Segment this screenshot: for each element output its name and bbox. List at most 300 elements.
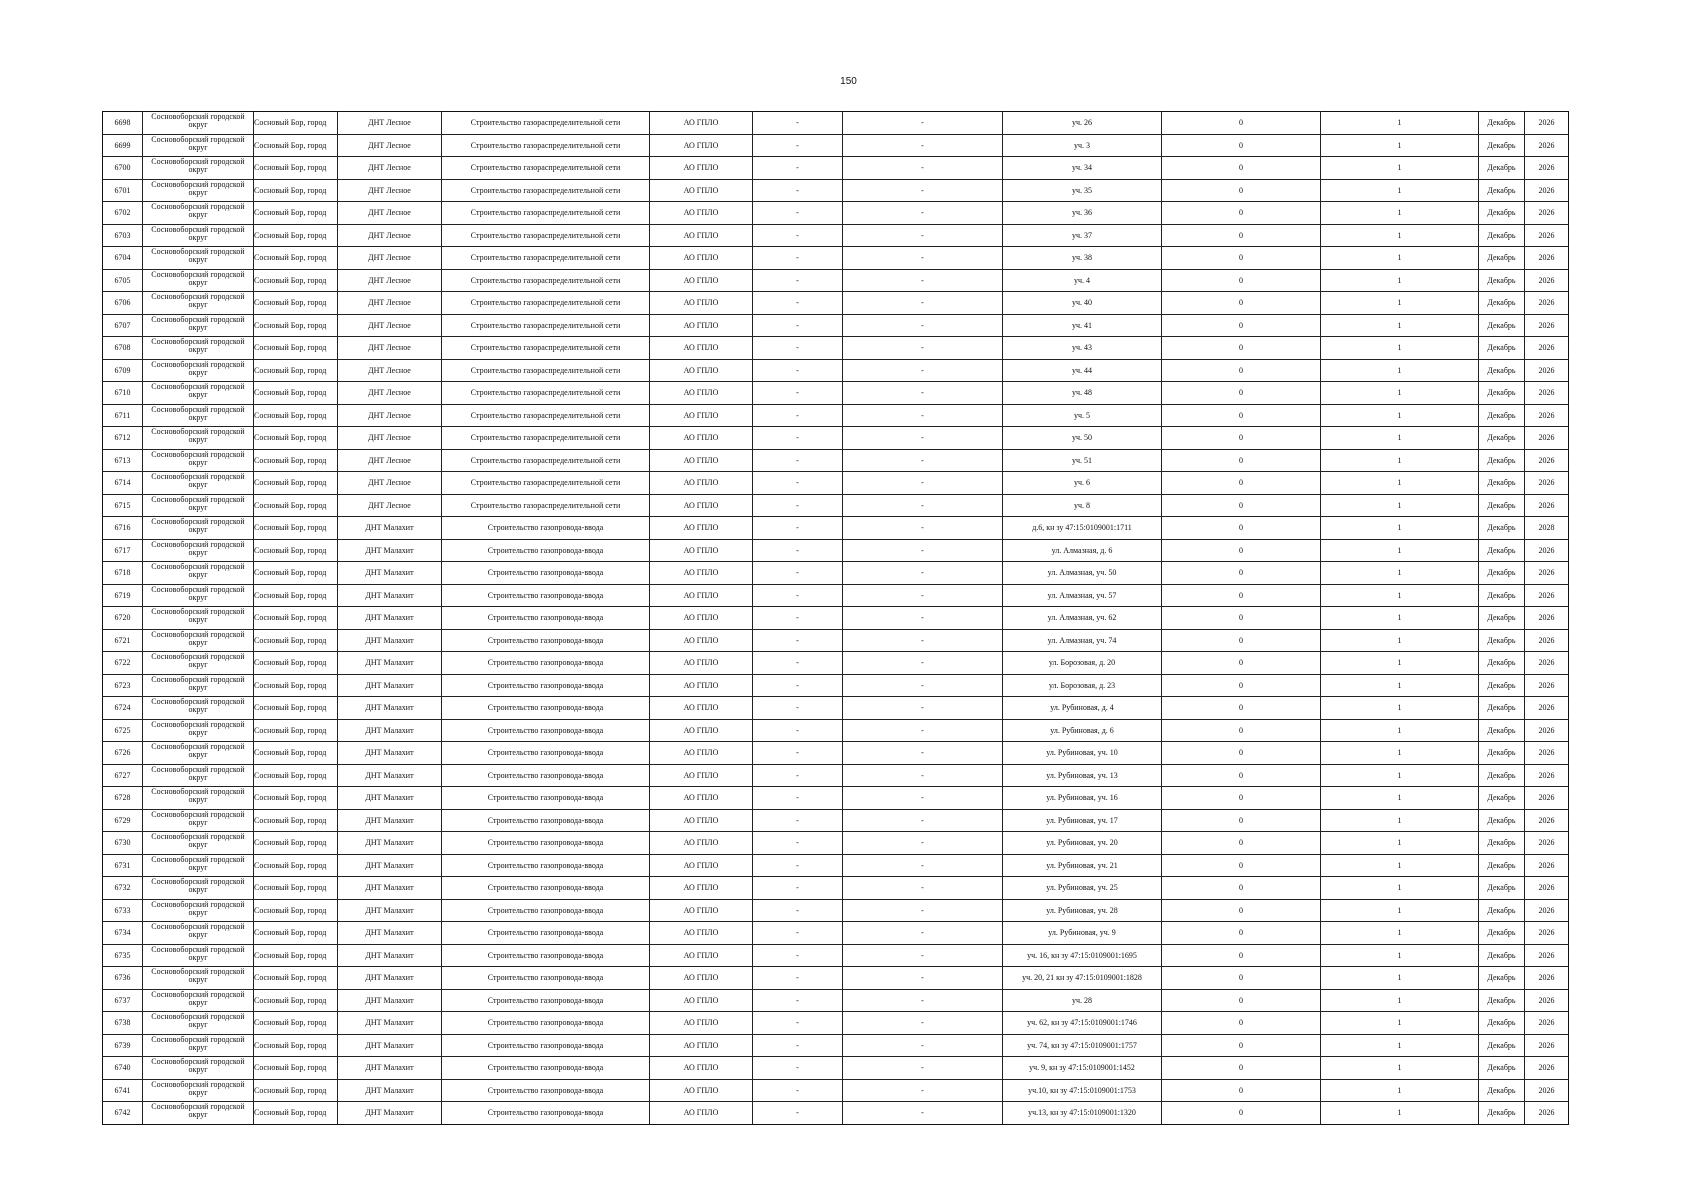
cell-empty-a: - (753, 517, 843, 540)
cell-operator: АО ГПЛО (650, 337, 753, 360)
cell-district: Сосновоборский городской округ (143, 719, 254, 742)
table-row (103, 562, 1569, 585)
cell-partnership: ДНТ Малахит (338, 652, 442, 675)
cell-address: ул. Рубиновая, уч. 16 (1003, 787, 1162, 810)
cell-address: ул. Рубиновая, уч. 25 (1003, 877, 1162, 900)
cell-row-number: 6720 (103, 607, 143, 630)
cell-value-b: 1 (1321, 517, 1479, 540)
cell-empty-a: - (753, 584, 843, 607)
cell-empty-b: - (843, 224, 1003, 247)
cell-partnership: ДНТ Малахит (338, 989, 442, 1012)
cell-year: 2026 (1525, 1079, 1569, 1102)
cell-partnership: ДНТ Малахит (338, 1102, 442, 1125)
cell-work-type: Строительство газопровода-ввода (442, 607, 650, 630)
cell-empty-a: - (753, 674, 843, 697)
cell-value-b: 1 (1321, 764, 1479, 787)
cell-month: Декабрь (1479, 179, 1525, 202)
cell-row-number: 6701 (103, 179, 143, 202)
cell-year: 2026 (1525, 989, 1569, 1012)
cell-operator: АО ГПЛО (650, 539, 753, 562)
cell-work-type: Строительство газораспределительной сети (442, 472, 650, 495)
cell-value-a: 0 (1162, 314, 1321, 337)
cell-district: Сосновоборский городской округ (143, 944, 254, 967)
cell-work-type: Строительство газопровода-ввода (442, 877, 650, 900)
cell-work-type: Строительство газопровода-ввода (442, 517, 650, 540)
cell-operator: АО ГПЛО (650, 247, 753, 270)
cell-settlement: Сосновый Бор, город (254, 899, 338, 922)
cell-settlement: Сосновый Бор, город (254, 202, 338, 225)
cell-operator: АО ГПЛО (650, 854, 753, 877)
cell-settlement: Сосновый Бор, город (254, 157, 338, 180)
cell-empty-a: - (753, 562, 843, 585)
cell-work-type: Строительство газопровода-ввода (442, 719, 650, 742)
cell-work-type: Строительство газораспределительной сети (442, 449, 650, 472)
cell-operator: АО ГПЛО (650, 787, 753, 810)
cell-address: уч. 26 (1003, 112, 1162, 135)
cell-settlement: Сосновый Бор, город (254, 224, 338, 247)
cell-address: уч. 40 (1003, 292, 1162, 315)
cell-year: 2026 (1525, 292, 1569, 315)
cell-settlement: Сосновый Бор, город (254, 764, 338, 787)
cell-empty-b: - (843, 877, 1003, 900)
cell-empty-a: - (753, 854, 843, 877)
cell-operator: АО ГПЛО (650, 1057, 753, 1080)
cell-partnership: ДНТ Лесное (338, 382, 442, 405)
cell-year: 2026 (1525, 359, 1569, 382)
cell-operator: АО ГПЛО (650, 404, 753, 427)
table-row (103, 359, 1569, 382)
cell-empty-b: - (843, 854, 1003, 877)
table-row (103, 202, 1569, 225)
cell-work-type: Строительство газораспределительной сети (442, 314, 650, 337)
cell-work-type: Строительство газопровода-ввода (442, 1079, 650, 1102)
cell-empty-a: - (753, 314, 843, 337)
cell-empty-b: - (843, 652, 1003, 675)
cell-row-number: 6711 (103, 404, 143, 427)
cell-partnership: ДНТ Малахит (338, 899, 442, 922)
cell-month: Декабрь (1479, 292, 1525, 315)
cell-value-b: 1 (1321, 1012, 1479, 1035)
table-row (103, 472, 1569, 495)
cell-empty-a: - (753, 224, 843, 247)
cell-year: 2026 (1525, 629, 1569, 652)
cell-year: 2026 (1525, 157, 1569, 180)
cell-district: Сосновоборский городской округ (143, 179, 254, 202)
cell-year: 2026 (1525, 562, 1569, 585)
cell-partnership: ДНТ Малахит (338, 787, 442, 810)
cell-value-b: 1 (1321, 944, 1479, 967)
cell-address: уч. 62, кн зу 47:15:0109001:1746 (1003, 1012, 1162, 1035)
cell-district: Сосновоборский городской округ (143, 1102, 254, 1125)
cell-partnership: ДНТ Малахит (338, 742, 442, 765)
cell-month: Декабрь (1479, 607, 1525, 630)
cell-month: Декабрь (1479, 877, 1525, 900)
cell-year: 2026 (1525, 967, 1569, 990)
cell-empty-a: - (753, 112, 843, 135)
cell-partnership: ДНТ Малахит (338, 1079, 442, 1102)
cell-year: 2026 (1525, 1102, 1569, 1125)
cell-partnership: ДНТ Лесное (338, 247, 442, 270)
cell-empty-a: - (753, 247, 843, 270)
cell-partnership: ДНТ Лесное (338, 179, 442, 202)
cell-month: Декабрь (1479, 944, 1525, 967)
table-row (103, 674, 1569, 697)
cell-empty-a: - (753, 719, 843, 742)
cell-district: Сосновоборский городской округ (143, 787, 254, 810)
cell-work-type: Строительство газопровода-ввода (442, 1012, 650, 1035)
cell-empty-a: - (753, 899, 843, 922)
cell-value-a: 0 (1162, 494, 1321, 517)
cell-year: 2026 (1525, 449, 1569, 472)
cell-row-number: 6705 (103, 269, 143, 292)
cell-value-a: 0 (1162, 1034, 1321, 1057)
cell-address: уч. 38 (1003, 247, 1162, 270)
cell-value-b: 1 (1321, 494, 1479, 517)
cell-value-b: 1 (1321, 269, 1479, 292)
cell-partnership: ДНТ Малахит (338, 967, 442, 990)
cell-value-a: 0 (1162, 922, 1321, 945)
cell-district: Сосновоборский городской округ (143, 854, 254, 877)
cell-year: 2026 (1525, 112, 1569, 135)
cell-month: Декабрь (1479, 269, 1525, 292)
cell-empty-a: - (753, 292, 843, 315)
cell-work-type: Строительство газораспределительной сети (442, 359, 650, 382)
cell-work-type: Строительство газораспределительной сети (442, 202, 650, 225)
cell-month: Декабрь (1479, 629, 1525, 652)
cell-empty-a: - (753, 427, 843, 450)
cell-district: Сосновоборский городской округ (143, 472, 254, 495)
cell-row-number: 6730 (103, 832, 143, 855)
cell-settlement: Сосновый Бор, город (254, 674, 338, 697)
cell-value-b: 1 (1321, 112, 1479, 135)
cell-row-number: 6700 (103, 157, 143, 180)
cell-row-number: 6706 (103, 292, 143, 315)
cell-address: ул. Рубиновая, уч. 17 (1003, 809, 1162, 832)
cell-year: 2026 (1525, 922, 1569, 945)
table-row (103, 652, 1569, 675)
cell-year: 2026 (1525, 607, 1569, 630)
cell-address: ул. Рубиновая, уч. 10 (1003, 742, 1162, 765)
cell-settlement: Сосновый Бор, город (254, 832, 338, 855)
cell-work-type: Строительство газопровода-ввода (442, 539, 650, 562)
cell-partnership: ДНТ Малахит (338, 809, 442, 832)
cell-address: ул. Алмазная, уч. 74 (1003, 629, 1162, 652)
cell-value-b: 1 (1321, 427, 1479, 450)
cell-settlement: Сосновый Бор, город (254, 337, 338, 360)
cell-empty-b: - (843, 427, 1003, 450)
cell-district: Сосновоборский городской округ (143, 202, 254, 225)
cell-partnership: ДНТ Малахит (338, 922, 442, 945)
cell-partnership: ДНТ Малахит (338, 562, 442, 585)
cell-year: 2026 (1525, 269, 1569, 292)
cell-month: Декабрь (1479, 1057, 1525, 1080)
cell-empty-b: - (843, 472, 1003, 495)
cell-district: Сосновоборский городской округ (143, 517, 254, 540)
cell-value-a: 0 (1162, 944, 1321, 967)
cell-operator: АО ГПЛО (650, 292, 753, 315)
cell-address: уч. 37 (1003, 224, 1162, 247)
cell-district: Сосновоборский городской округ (143, 1034, 254, 1057)
cell-row-number: 6717 (103, 539, 143, 562)
cell-empty-b: - (843, 584, 1003, 607)
cell-operator: АО ГПЛО (650, 359, 753, 382)
cell-row-number: 6708 (103, 337, 143, 360)
cell-row-number: 6719 (103, 584, 143, 607)
cell-settlement: Сосновый Бор, город (254, 584, 338, 607)
cell-settlement: Сосновый Бор, город (254, 1034, 338, 1057)
cell-row-number: 6738 (103, 1012, 143, 1035)
cell-operator: АО ГПЛО (650, 607, 753, 630)
cell-work-type: Строительство газопровода-ввода (442, 652, 650, 675)
cell-address: ул. Рубиновая, уч. 20 (1003, 832, 1162, 855)
cell-empty-a: - (753, 269, 843, 292)
cell-month: Декабрь (1479, 832, 1525, 855)
cell-month: Декабрь (1479, 359, 1525, 382)
cell-work-type: Строительство газораспределительной сети (442, 404, 650, 427)
table-row (103, 494, 1569, 517)
cell-operator: АО ГПЛО (650, 584, 753, 607)
table-row (103, 449, 1569, 472)
cell-operator: АО ГПЛО (650, 989, 753, 1012)
cell-district: Сосновоборский городской округ (143, 742, 254, 765)
cell-work-type: Строительство газопровода-ввода (442, 922, 650, 945)
cell-year: 2026 (1525, 224, 1569, 247)
cell-year: 2026 (1525, 427, 1569, 450)
cell-year: 2026 (1525, 719, 1569, 742)
cell-work-type: Строительство газопровода-ввода (442, 742, 650, 765)
cell-value-b: 1 (1321, 202, 1479, 225)
table-row (103, 269, 1569, 292)
cell-value-b: 1 (1321, 809, 1479, 832)
cell-settlement: Сосновый Бор, город (254, 854, 338, 877)
cell-work-type: Строительство газопровода-ввода (442, 899, 650, 922)
cell-district: Сосновоборский городской округ (143, 494, 254, 517)
cell-operator: АО ГПЛО (650, 134, 753, 157)
cell-operator: АО ГПЛО (650, 1102, 753, 1125)
cell-address: ул. Алмазная, д. 6 (1003, 539, 1162, 562)
cell-work-type: Строительство газораспределительной сети (442, 269, 650, 292)
cell-empty-a: - (753, 877, 843, 900)
cell-work-type: Строительство газопровода-ввода (442, 1034, 650, 1057)
cell-address: уч. 34 (1003, 157, 1162, 180)
cell-row-number: 6736 (103, 967, 143, 990)
table-row (103, 1012, 1569, 1035)
cell-work-type: Строительство газопровода-ввода (442, 562, 650, 585)
table-row (103, 899, 1569, 922)
cell-month: Декабрь (1479, 674, 1525, 697)
cell-empty-a: - (753, 1079, 843, 1102)
cell-partnership: ДНТ Малахит (338, 1034, 442, 1057)
cell-value-a: 0 (1162, 809, 1321, 832)
cell-address: уч. 16, кн зу 47:15:0109001:1695 (1003, 944, 1162, 967)
cell-value-a: 0 (1162, 539, 1321, 562)
cell-value-b: 1 (1321, 719, 1479, 742)
cell-settlement: Сосновый Бор, город (254, 607, 338, 630)
cell-year: 2026 (1525, 202, 1569, 225)
cell-address: уч.13, кн зу 47:15:0109001:1320 (1003, 1102, 1162, 1125)
cell-work-type: Строительство газопровода-ввода (442, 697, 650, 720)
cell-address: ул. Рубиновая, уч. 9 (1003, 922, 1162, 945)
cell-year: 2026 (1525, 764, 1569, 787)
cell-value-b: 1 (1321, 359, 1479, 382)
cell-value-a: 0 (1162, 584, 1321, 607)
cell-year: 2026 (1525, 674, 1569, 697)
table-row (103, 179, 1569, 202)
table-row (103, 157, 1569, 180)
table-row (103, 742, 1569, 765)
cell-row-number: 6713 (103, 449, 143, 472)
cell-year: 2026 (1525, 697, 1569, 720)
cell-work-type: Строительство газопровода-ввода (442, 674, 650, 697)
cell-settlement: Сосновый Бор, город (254, 179, 338, 202)
cell-value-a: 0 (1162, 202, 1321, 225)
cell-empty-a: - (753, 202, 843, 225)
cell-district: Сосновоборский городской округ (143, 539, 254, 562)
cell-row-number: 6704 (103, 247, 143, 270)
cell-settlement: Сосновый Бор, город (254, 404, 338, 427)
cell-empty-a: - (753, 382, 843, 405)
cell-address: уч.10, кн зу 47:15:0109001:1753 (1003, 1079, 1162, 1102)
table-row (103, 1057, 1569, 1080)
cell-year: 2026 (1525, 179, 1569, 202)
cell-month: Декабрь (1479, 472, 1525, 495)
cell-value-b: 1 (1321, 629, 1479, 652)
cell-row-number: 6709 (103, 359, 143, 382)
cell-value-b: 1 (1321, 967, 1479, 990)
cell-year: 2026 (1525, 404, 1569, 427)
cell-empty-a: - (753, 157, 843, 180)
cell-empty-b: - (843, 404, 1003, 427)
cell-district: Сосновоборский городской округ (143, 157, 254, 180)
cell-month: Декабрь (1479, 697, 1525, 720)
cell-year: 2026 (1525, 809, 1569, 832)
cell-value-a: 0 (1162, 247, 1321, 270)
cell-work-type: Строительство газораспределительной сети (442, 427, 650, 450)
cell-value-a: 0 (1162, 832, 1321, 855)
cell-operator: АО ГПЛО (650, 832, 753, 855)
cell-year: 2026 (1525, 337, 1569, 360)
cell-empty-a: - (753, 1057, 843, 1080)
cell-empty-b: - (843, 899, 1003, 922)
cell-empty-b: - (843, 1079, 1003, 1102)
cell-value-a: 0 (1162, 764, 1321, 787)
cell-partnership: ДНТ Лесное (338, 202, 442, 225)
cell-operator: АО ГПЛО (650, 472, 753, 495)
cell-operator: АО ГПЛО (650, 719, 753, 742)
cell-operator: АО ГПЛО (650, 764, 753, 787)
cell-value-b: 1 (1321, 899, 1479, 922)
table-row (103, 112, 1569, 135)
cell-value-b: 1 (1321, 382, 1479, 405)
cell-work-type: Строительство газопровода-ввода (442, 787, 650, 810)
cell-row-number: 6731 (103, 854, 143, 877)
table-row (103, 1102, 1569, 1125)
table-row (103, 832, 1569, 855)
cell-operator: АО ГПЛО (650, 697, 753, 720)
cell-operator: АО ГПЛО (650, 1012, 753, 1035)
cell-month: Декабрь (1479, 247, 1525, 270)
cell-row-number: 6725 (103, 719, 143, 742)
cell-operator: АО ГПЛО (650, 899, 753, 922)
cell-value-a: 0 (1162, 877, 1321, 900)
cell-operator: АО ГПЛО (650, 494, 753, 517)
cell-work-type: Строительство газопровода-ввода (442, 944, 650, 967)
cell-district: Сосновоборский городской округ (143, 832, 254, 855)
cell-month: Декабрь (1479, 1034, 1525, 1057)
cell-operator: АО ГПЛО (650, 809, 753, 832)
cell-district: Сосновоборский городской округ (143, 224, 254, 247)
cell-row-number: 6714 (103, 472, 143, 495)
cell-settlement: Сосновый Бор, город (254, 314, 338, 337)
cell-partnership: ДНТ Малахит (338, 719, 442, 742)
cell-empty-b: - (843, 157, 1003, 180)
cell-value-a: 0 (1162, 427, 1321, 450)
cell-empty-b: - (843, 382, 1003, 405)
cell-value-b: 1 (1321, 1057, 1479, 1080)
cell-month: Декабрь (1479, 1102, 1525, 1125)
table-row (103, 1034, 1569, 1057)
cell-value-a: 0 (1162, 157, 1321, 180)
cell-operator: АО ГПЛО (650, 269, 753, 292)
cell-partnership: ДНТ Лесное (338, 269, 442, 292)
cell-month: Декабрь (1479, 1012, 1525, 1035)
cell-value-b: 1 (1321, 224, 1479, 247)
cell-value-a: 0 (1162, 404, 1321, 427)
cell-address: ул. Рубиновая, уч. 28 (1003, 899, 1162, 922)
cell-district: Сосновоборский городской округ (143, 314, 254, 337)
cell-empty-a: - (753, 809, 843, 832)
cell-settlement: Сосновый Бор, город (254, 652, 338, 675)
cell-district: Сосновоборский городской округ (143, 674, 254, 697)
cell-district: Сосновоборский городской округ (143, 652, 254, 675)
cell-empty-b: - (843, 1102, 1003, 1125)
cell-settlement: Сосновый Бор, город (254, 697, 338, 720)
cell-row-number: 6710 (103, 382, 143, 405)
table-row (103, 1079, 1569, 1102)
cell-work-type: Строительство газопровода-ввода (442, 967, 650, 990)
cell-month: Декабрь (1479, 337, 1525, 360)
cell-empty-a: - (753, 1102, 843, 1125)
cell-settlement: Сосновый Бор, город (254, 1057, 338, 1080)
cell-empty-b: - (843, 134, 1003, 157)
cell-empty-b: - (843, 629, 1003, 652)
cell-district: Сосновоборский городской округ (143, 629, 254, 652)
cell-row-number: 6739 (103, 1034, 143, 1057)
cell-value-a: 0 (1162, 292, 1321, 315)
cell-address: уч. 6 (1003, 472, 1162, 495)
cell-empty-b: - (843, 359, 1003, 382)
cell-row-number: 6741 (103, 1079, 143, 1102)
cell-partnership: ДНТ Малахит (338, 854, 442, 877)
cell-year: 2026 (1525, 134, 1569, 157)
cell-year: 2026 (1525, 494, 1569, 517)
cell-year: 2026 (1525, 899, 1569, 922)
cell-address: уч. 20, 21 кн зу 47:15:0109001:1828 (1003, 967, 1162, 990)
cell-empty-b: - (843, 292, 1003, 315)
cell-month: Декабрь (1479, 989, 1525, 1012)
cell-settlement: Сосновый Бор, город (254, 629, 338, 652)
cell-district: Сосновоборский городской округ (143, 292, 254, 315)
cell-address: уч. 35 (1003, 179, 1162, 202)
cell-district: Сосновоборский городской округ (143, 337, 254, 360)
cell-month: Декабрь (1479, 382, 1525, 405)
cell-operator: АО ГПЛО (650, 629, 753, 652)
cell-value-a: 0 (1162, 652, 1321, 675)
cell-month: Декабрь (1479, 517, 1525, 540)
cell-empty-b: - (843, 832, 1003, 855)
cell-row-number: 6742 (103, 1102, 143, 1125)
cell-partnership: ДНТ Лесное (338, 472, 442, 495)
